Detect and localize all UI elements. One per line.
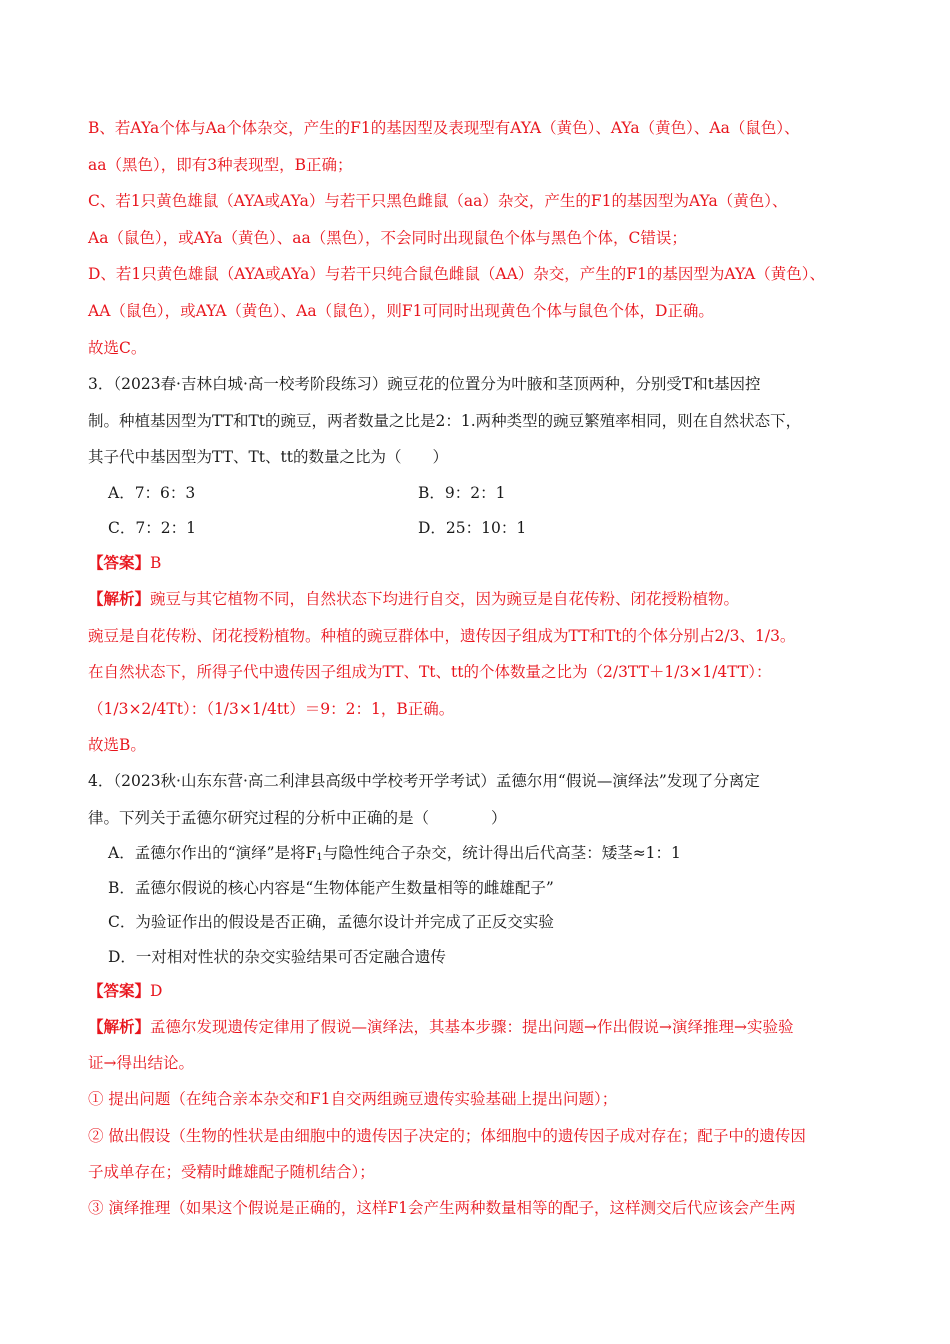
prev-option-b-line1: B、若AYa个体与Aa个体杂交，产生的F1的基因型及表现型有AYA（黄色）、AYa（黄色）、Aa（鼠色）、 <box>88 119 800 137</box>
q3-analysis-line3: 在自然状态下，所得子代中遗传因子组成为TT、Tt、tt的个体数量之比为（2/3TT＋1/3×1/4TT）： <box>88 663 772 681</box>
answer-value: B <box>150 554 162 572</box>
q4-stem-line2: 律。下列关于孟德尔研究过程的分析中正确的是（ ） <box>88 809 507 827</box>
q3-stem-line3: 其子代中基因型为TT、Tt、tt的数量之比为（ ） <box>88 448 448 466</box>
prev-option-c-line2: Aa（鼠色），或AYa（黄色）、aa（黑色），不会同时出现鼠色个体与黑色个体，C错误； <box>88 229 687 247</box>
answer-tag: 【答案】 <box>88 981 151 1000</box>
q3-analysis-line1 <box>88 589 739 609</box>
q4-option-a: A．孟德尔作出的“演绎”是将$F_1$与隐性纯合子杂交，统计得出后代高茎：矮茎≈1：1 <box>108 844 681 863</box>
q4-analysis-line1 <box>88 1017 793 1037</box>
q4-option-b: B．孟德尔假说的核心内容是“生物体能产生数量相等的雌雄配子” <box>108 879 554 897</box>
q4-step2-line2: 子成单存在；受精时雌雄配子随机结合）； <box>88 1163 375 1181</box>
answer-value: D <box>150 982 163 1000</box>
analysis-tag: 【解析】 <box>88 1017 151 1036</box>
prev-option-c-line1: C、若1只黄色雄鼠（AYA或AYa）与若干只黑色雌鼠（aa）杂交，产生的F1的基因型为AYa（黄色）、 <box>88 192 788 210</box>
prev-option-d-line1: D、若1只黄色雄鼠（AYA或AYa）与若干只纯合鼠色雌鼠（AA）杂交，产生的F1的基因型为AYA（黄色）、 <box>88 265 825 283</box>
q4-step1: ① 提出问题（在纯合亲本杂交和F1自交两组豌豆遗传实验基础上提出问题）； <box>88 1090 618 1108</box>
answer-tag: 【答案】 <box>88 553 151 572</box>
q4-step3-line1: ③ 演绎推理（如果这个假说是正确的，这样F1会产生两种数量相等的配子，这样测交后代应该会产生两 <box>88 1199 796 1217</box>
q4-analysis-line2: 证→得出结论。 <box>88 1054 194 1072</box>
prev-option-d-line2: AA（鼠色），或AYA（黄色）、Aa（鼠色），则F1可同时出现黄色个体与鼠色个体，D正确。 <box>88 302 714 320</box>
analysis-text: 孟德尔发现遗传定律用了假说—演绎法，其基本步骤：提出问题→作出假说→演绎推理→实验验 <box>150 1018 794 1036</box>
q3-stem-line2: 制。种植基因型为TT和Tt的豌豆，两者数量之比是2：1.两种类型的豌豆繁殖率相同，则在自然状态下， <box>88 412 802 430</box>
q3-option-c: C．7：2：1 <box>108 519 196 537</box>
q3-option-b: B．9：2：1 <box>418 484 506 502</box>
prev-choice: 故选C。 <box>88 339 147 357</box>
q3-stem-line1: 3．（2023春·吉林白城·高一校考阶段练习）豌豆花的位置分为叶腋和茎顶两种，分别受T和t基因控 <box>88 375 761 393</box>
q3-option-d: D．25：10：1 <box>418 519 527 537</box>
q3-option-a: A．7：6：3 <box>108 484 196 502</box>
analysis-tag: 【解析】 <box>88 589 151 608</box>
q4-option-d: D．一对相对性状的杂交实验结果可否定融合遗传 <box>108 948 446 966</box>
q4-option-c: C．为验证作出的假设是否正确，孟德尔设计并完成了正反交实验 <box>108 913 554 931</box>
q4-stem-line1: 4．（2023秋·山东东营·高二利津县高级中学校考开学考试）孟德尔用“假说—演绎法”发现了分离定 <box>88 772 760 790</box>
q3-answer <box>88 553 161 573</box>
q3-analysis-line2: 豌豆是自花传粉、闭花授粉植物。种植的豌豆群体中，遗传因子组成为TT和Tt的个体分别占2/3、1/3。 <box>88 627 796 645</box>
q3-choice: 故选B。 <box>88 736 146 754</box>
q3-analysis-line4: （1/3×2/4Tt）：（1/3×1/4tt）＝9：2：1，B正确。 <box>88 700 455 718</box>
prev-option-b-line2: aa（黑色），即有3种表现型，B正确； <box>88 156 353 174</box>
q4-answer <box>88 981 162 1001</box>
analysis-text: 豌豆与其它植物不同，自然状态下均进行自交，因为豌豆是自花传粉、闭花授粉植物。 <box>150 590 740 608</box>
q4-step2-line1: ② 做出假设（生物的性状是由细胞中的遗传因子决定的；体细胞中的遗传因子成对存在；配子中的遗传因 <box>88 1127 806 1145</box>
